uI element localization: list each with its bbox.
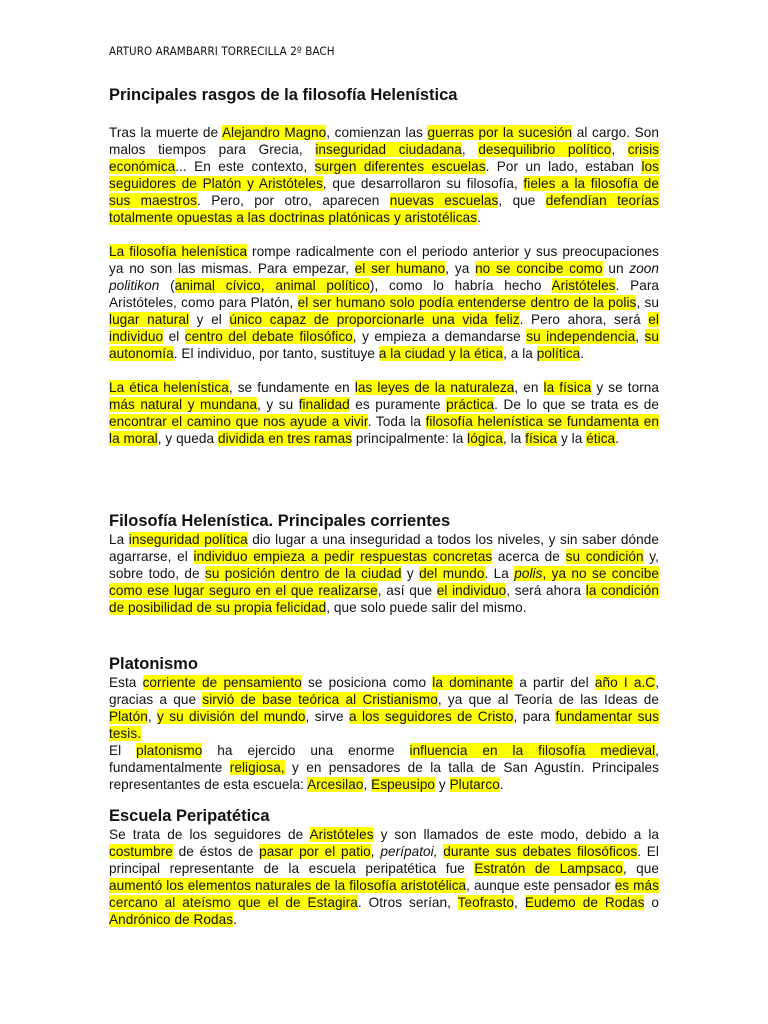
highlighted-phrase: a la ciudad y la ética xyxy=(378,346,504,361)
text-run: Se trata de los seguidores de xyxy=(109,827,310,842)
text-run: , xyxy=(363,777,372,792)
highlighted-phrase: las leyes de la naturaleza xyxy=(354,380,515,395)
text-run: es puramente xyxy=(349,397,447,412)
text-run: . Otros serían, xyxy=(357,895,458,910)
highlighted-phrase: su condición xyxy=(565,549,644,564)
highlighted-phrase: la condición de posibilidad de su propia felicidad xyxy=(109,583,659,615)
text-run: , ya que al Teoría de las Ideas de xyxy=(437,692,660,707)
section-corrientes xyxy=(109,511,659,616)
highlighted-phrase: corriente de pensamiento xyxy=(142,675,302,690)
highlighted-phrase: Aristóteles xyxy=(551,278,616,293)
section-paragraph xyxy=(109,674,659,742)
highlighted-phrase: Teofrasto xyxy=(457,895,515,910)
highlighted-phrase: su posición dentro de la ciudad xyxy=(204,566,402,581)
highlighted-phrase: su independencia xyxy=(526,329,636,344)
highlighted-phrase: el ser humano xyxy=(354,261,446,276)
text-run: , ya xyxy=(445,261,476,276)
highlighted-phrase: más natural y mundana xyxy=(109,397,258,412)
highlighted-phrase: Espeusipo xyxy=(371,777,436,792)
text-run: , comienzan las xyxy=(326,125,428,140)
highlighted-phrase: pasar por el patio xyxy=(259,844,371,859)
highlighted-phrase: política xyxy=(536,346,581,361)
text-run: El xyxy=(109,743,137,758)
highlighted-phrase: y su división del mundo xyxy=(157,709,306,724)
highlighted-phrase: el individuo xyxy=(436,583,507,598)
text-run: . Por un lado, estaban xyxy=(485,159,642,174)
text-run: perípatoi, xyxy=(380,844,438,859)
document-title: Principales rasgos de la filosofía Helenística xyxy=(109,86,458,104)
highlighted-phrase: animal cívico, animal político xyxy=(174,278,370,293)
text-run: y xyxy=(435,777,450,792)
text-run: , que solo puede salir del mismo. xyxy=(326,600,527,615)
highlighted-phrase: fieles a la filosofía de sus maestros xyxy=(109,176,659,208)
text-run: ... En este contexto, xyxy=(175,159,315,174)
text-run: , xyxy=(461,142,479,157)
highlighted-phrase: práctica xyxy=(446,397,495,412)
text-run: a partir del xyxy=(513,675,595,690)
highlighted-phrase: el ser humano solo podía entenderse dentro de la polis xyxy=(297,295,637,310)
text-run: . De lo que se trata es de xyxy=(494,397,659,412)
text-run: . Pero, por otro, aparecen xyxy=(196,193,390,208)
text-run: y, sobre todo, de xyxy=(109,549,659,581)
text-run: , xyxy=(635,329,645,344)
highlighted-phrase: lugar natural xyxy=(109,312,190,327)
text-run: . xyxy=(615,431,619,446)
text-run: . Pero ahora, será xyxy=(519,312,649,327)
highlighted-phrase: el individuo xyxy=(109,312,659,344)
highlighted-phrase: Alejandro Magno xyxy=(221,125,327,140)
highlighted-phrase: encontrar el camino que nos ayude a vivir xyxy=(109,414,368,429)
highlighted-phrase: la dominante xyxy=(432,675,514,690)
highlighted-phrase: defendían teorías totalmente opuestas a las doctrinas platónicas y aristotélicas xyxy=(109,193,659,225)
text-run: , xyxy=(514,895,525,910)
highlighted-phrase: los seguidores de Platón y Aristóteles xyxy=(109,159,659,191)
text-run: ha ejercido una enorme xyxy=(202,743,410,758)
text-run: dio lugar a una inseguridad a todos los niveles, y sin saber dónde agarrarse, el xyxy=(109,532,659,564)
text-run: , la xyxy=(502,431,526,446)
text-run: , en xyxy=(514,380,544,395)
highlighted-phrase: desequilibrio político xyxy=(478,142,612,157)
text-run: . xyxy=(233,912,237,927)
text-run: principalmente: la xyxy=(352,431,468,446)
text-run: , se fundamente en xyxy=(228,380,355,395)
text-run: y xyxy=(401,566,420,581)
text-run: , que desarrollaron su filosofía, xyxy=(322,176,524,191)
text-run: . El principal representante de la escuela peripatética fue xyxy=(109,844,659,876)
text-run: al cargo. Son malos tiempos para Grecia, xyxy=(109,125,659,157)
text-run: , fundamentalmente xyxy=(109,743,659,775)
text-run: zoon politikon xyxy=(109,261,660,293)
text-run: , sirve xyxy=(305,709,350,724)
intro-section xyxy=(109,124,659,447)
section-heading: Filosofía Helenística. Principales corrientes xyxy=(109,512,451,530)
text-run: , aunque este pensador xyxy=(466,878,615,893)
text-run: , que xyxy=(622,861,660,876)
text-run: . El individuo, por tanto, sustituye xyxy=(173,346,379,361)
text-run: , y queda xyxy=(157,431,218,446)
text-run: , y su xyxy=(257,397,299,412)
intro-paragraph-2 xyxy=(109,243,659,362)
section-paragraph xyxy=(109,742,659,793)
highlighted-phrase: año I a.C xyxy=(594,675,656,690)
highlighted-phrase: La filosofía helenística xyxy=(109,244,248,259)
highlighted-phrase: aumentó los elementos naturales de la filosofía aristotélica xyxy=(109,878,467,893)
text-run: o xyxy=(644,895,660,910)
highlighted-phrase: Andrónico de Rodas xyxy=(109,912,234,927)
highlighted-phrase: la física xyxy=(543,380,592,395)
text-run: Tras la muerte de xyxy=(109,125,222,140)
text-run: . La xyxy=(484,566,515,581)
highlighted-phrase: surgen diferentes escuelas xyxy=(314,159,486,174)
highlighted-phrase: Plutarco xyxy=(449,777,500,792)
text-run: , su xyxy=(636,295,659,310)
text-run: acerca de xyxy=(492,549,566,564)
text-run: el xyxy=(163,329,185,344)
text-run: y la xyxy=(557,431,587,446)
text-run: de éstos de xyxy=(172,844,260,859)
highlighted-phrase: física xyxy=(525,431,558,446)
highlighted-phrase: lógica xyxy=(467,431,503,446)
highlighted-phrase: crisis económica xyxy=(109,142,659,174)
highlighted-phrase: único capaz de proporcionarle una vida feliz xyxy=(229,312,520,327)
highlighted-phrase: Eudemo de Rodas xyxy=(524,895,645,910)
highlighted-phrase: finalidad xyxy=(298,397,350,412)
text-run: . xyxy=(580,346,585,361)
text-run: ( xyxy=(159,278,175,293)
text-run: La xyxy=(109,532,129,547)
text-run: y el xyxy=(189,312,230,327)
text-run: . Para Aristóteles, como para Platón, xyxy=(109,278,660,310)
highlighted-phrase: inseguridad ciudadana xyxy=(315,142,462,157)
highlighted-phrase: centro del debate filosófico xyxy=(184,329,353,344)
highlighted-phrase: sirvió de base teórica al Cristianismo xyxy=(202,692,438,707)
intro-paragraph-3 xyxy=(109,379,659,447)
highlighted-phrase: guerras por la sucesión xyxy=(427,125,573,140)
highlighted-phrase: individuo empieza a pedir respuestas concretas xyxy=(193,549,493,564)
text-run: Esta xyxy=(109,675,143,690)
text-run: , así que xyxy=(377,583,437,598)
text-run: , xyxy=(611,142,628,157)
section-peripatetica xyxy=(109,806,659,928)
text-run: y son llamados de este modo, debido a la xyxy=(373,827,660,842)
section-paragraph xyxy=(109,826,659,928)
highlighted-phrase: , ya no se concibe como ese lugar seguro en el que realizarse xyxy=(109,566,659,598)
highlighted-phrase: es más cercano al ateísmo que el de Estagira xyxy=(109,878,659,910)
author-header: ARTURO ARAMBARRI TORRECILLA 2º BACH xyxy=(109,44,335,58)
highlighted-phrase: inseguridad política xyxy=(128,532,248,547)
text-run: . xyxy=(499,777,504,792)
text-run: , y empieza a demandarse xyxy=(352,329,527,344)
section-heading: Escuela Peripatética xyxy=(109,807,270,825)
text-run: rompe radicalmente con el periodo anterior y sus preocupaciones ya no son las mismas. Para empezar, xyxy=(109,244,659,276)
highlighted-phrase: La ética helenística xyxy=(109,380,229,395)
highlighted-phrase: religiosa, xyxy=(229,760,285,775)
section-heading: Platonismo xyxy=(109,655,198,673)
highlighted-phrase: platonismo xyxy=(136,743,203,758)
highlighted-phrase: Arcesilao xyxy=(307,777,364,792)
text-run: , xyxy=(370,844,381,859)
section-paragraph xyxy=(109,531,659,616)
text-run: , será ahora xyxy=(506,583,586,598)
section-platonismo xyxy=(109,654,659,793)
text-run: . Toda la xyxy=(367,414,426,429)
highlighted-phrase: no se concibe como xyxy=(475,261,603,276)
highlighted-phrase: nuevas escuelas xyxy=(389,193,499,208)
highlighted-phrase: influencia en la filosofía medieval xyxy=(409,743,656,758)
text-run: . xyxy=(477,210,481,225)
text-run: , para xyxy=(513,709,556,724)
highlighted-phrase: ética xyxy=(586,431,616,446)
highlighted-phrase: Platón xyxy=(109,709,148,724)
highlighted-phrase: dividida en tres ramas xyxy=(217,431,353,446)
highlighted-phrase: Estratón de Lampsaco xyxy=(474,861,623,876)
highlighted-phrase: su autonomía xyxy=(109,329,659,361)
highlighted-phrase: fundamentar sus tesis. xyxy=(109,709,659,741)
highlighted-phrase: a los seguidores de Cristo xyxy=(349,709,514,724)
highlighted-phrase: filosofía helenística se fundamenta en la moral xyxy=(109,414,659,446)
intro-paragraph-1 xyxy=(109,124,659,226)
text-run: un xyxy=(602,261,630,276)
text-run: , a la xyxy=(503,346,537,361)
text-run: , gracias a que xyxy=(109,675,660,707)
text-run: , que xyxy=(498,193,546,208)
text-run: se posiciona como xyxy=(301,675,433,690)
text-run: y en pensadores de la talla de San Agustín. Principales representantes de esta escuela: xyxy=(109,760,659,792)
highlighted-phrase: del mundo xyxy=(419,566,485,581)
highlighted-phrase: durante sus debates filosóficos xyxy=(443,844,638,859)
text-run: ), como lo habría hecho xyxy=(369,278,552,293)
highlighted-phrase: costumbre xyxy=(109,844,173,859)
highlighted-phrase: Aristóteles xyxy=(309,827,374,842)
highlighted-phrase: polis xyxy=(514,566,543,581)
text-run: y se torna xyxy=(591,380,659,395)
text-run: , xyxy=(147,709,158,724)
